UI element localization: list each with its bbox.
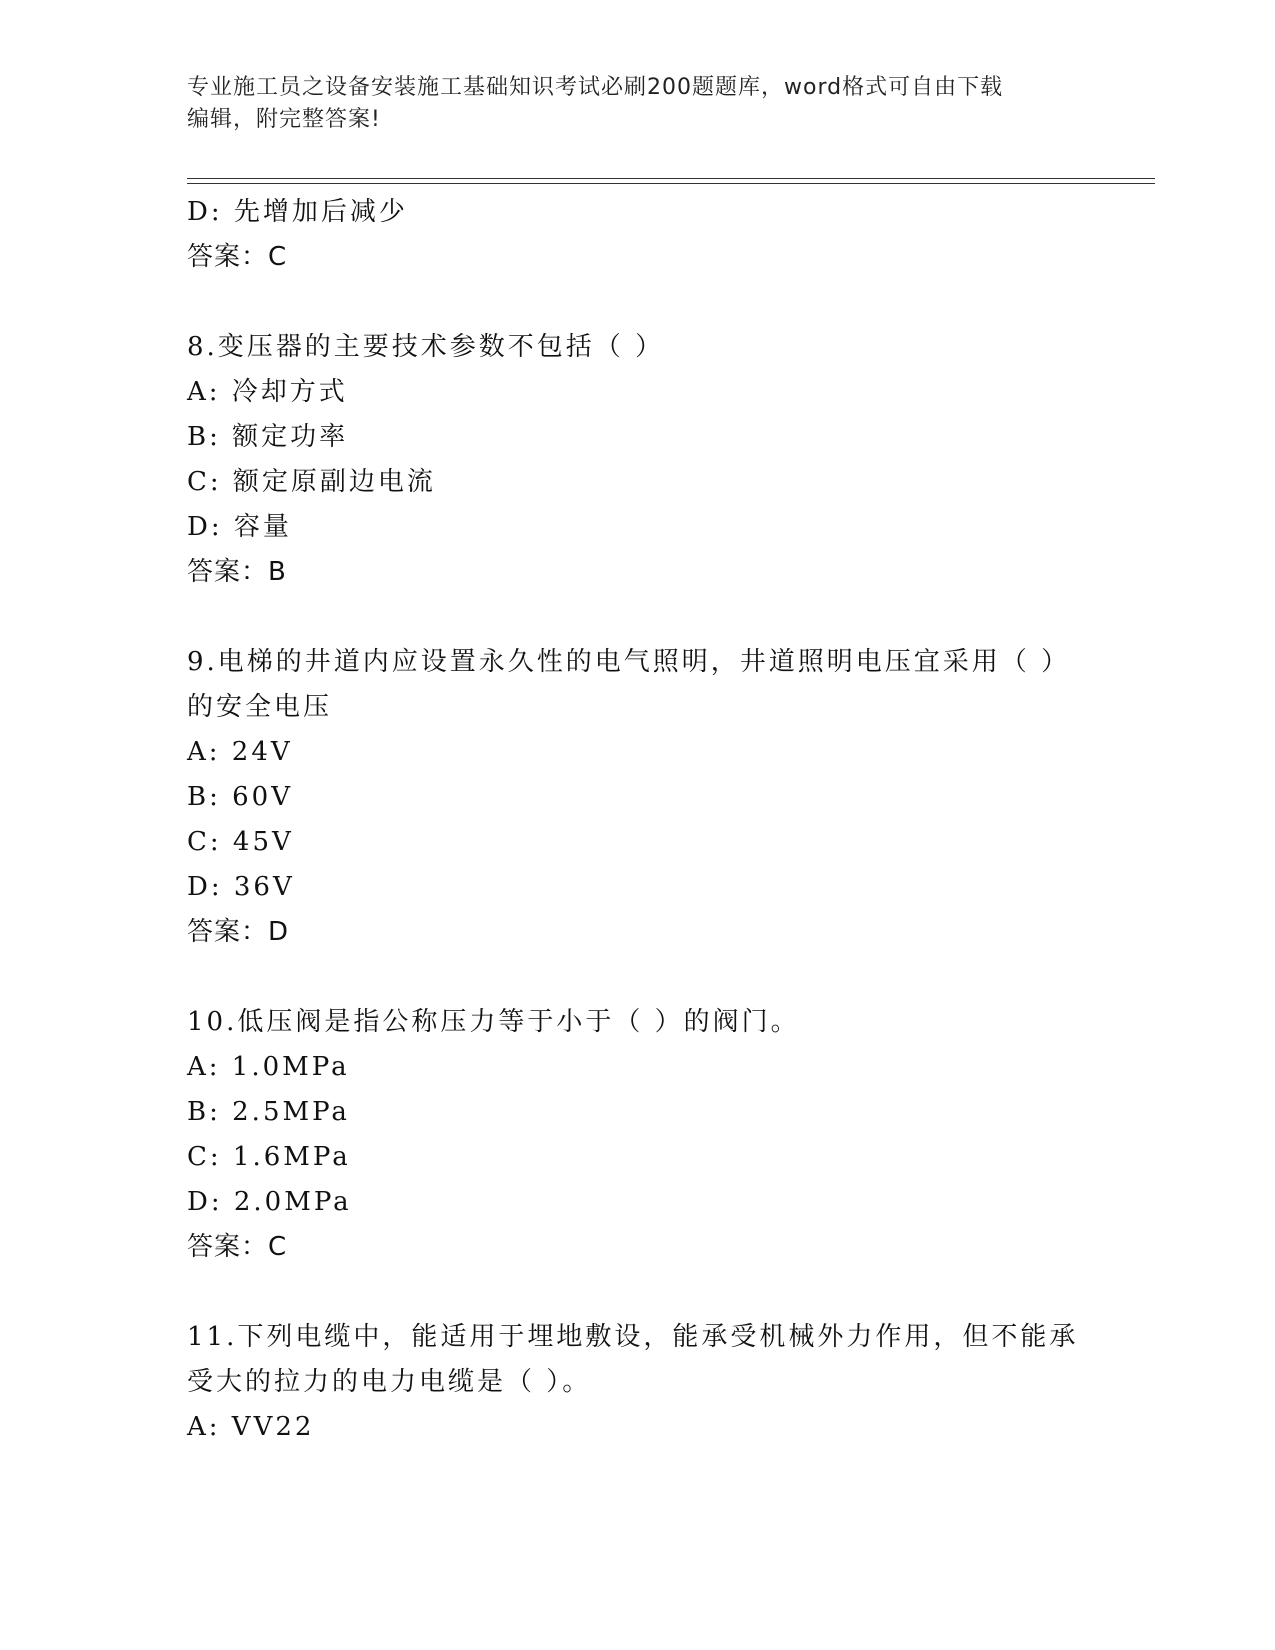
option-c: C: 45V [187, 827, 294, 857]
option-a: A: VV22 [187, 1412, 315, 1442]
header-divider-top [187, 178, 1155, 179]
question-stem: 8.变压器的主要技术参数不包括（ ） [187, 332, 665, 362]
answer-line: 答案：D [187, 917, 290, 947]
option-b: B: 2.5MPa [187, 1097, 350, 1127]
question-11 [187, 1315, 1087, 1450]
spacer [187, 280, 1087, 325]
question-stem-line-1: 11.下列电缆中，能适用于埋地敷设，能承受机械外力作用，但不能承 [187, 1322, 1079, 1352]
question-10 [187, 1000, 1087, 1270]
option-d: D: 36V [187, 872, 295, 902]
option-b: B: 60V [187, 782, 293, 812]
option-c: C: 额定原副边电流 [187, 467, 436, 497]
option-d: D: 先增加后减少 [187, 197, 408, 227]
answer-line: 答案：B [187, 557, 287, 587]
question-stem-line-1: 9.电梯的井道内应设置永久性的电气照明，井道照明电压宜采用（ ） [187, 647, 1071, 677]
header-divider-bottom [187, 183, 1155, 184]
header-line-2: 编辑，附完整答案! [187, 107, 381, 132]
question-stem-line-2: 受大的拉力的电力电缆是（ ）。 [187, 1367, 592, 1397]
answer-line: 答案：C [187, 242, 288, 272]
question-list [187, 190, 1087, 1450]
spacer [187, 595, 1087, 640]
answer-line: 答案：C [187, 1232, 288, 1262]
option-a: A: 24V [187, 737, 293, 767]
question-8 [187, 325, 1087, 595]
question-9 [187, 640, 1087, 955]
document-header [187, 72, 1087, 136]
option-a: A: 冷却方式 [187, 377, 348, 407]
spacer [187, 1270, 1087, 1315]
question-stem: 10.低压阀是指公称压力等于小于（ ）的阀门。 [187, 1007, 800, 1037]
option-c: C: 1.6MPa [187, 1142, 351, 1172]
spacer [187, 955, 1087, 1000]
question-stem-line-2: 的安全电压 [187, 692, 333, 722]
option-a: A: 1.0MPa [187, 1052, 350, 1082]
option-b: B: 额定功率 [187, 422, 349, 452]
header-line-1: 专业施工员之设备安装施工基础知识考试必刷200题题库，word格式可自由下载 [187, 75, 1004, 100]
option-d: D: 2.0MPa [187, 1187, 352, 1217]
question-7-continued [187, 190, 1087, 280]
option-d: D: 容量 [187, 512, 292, 542]
